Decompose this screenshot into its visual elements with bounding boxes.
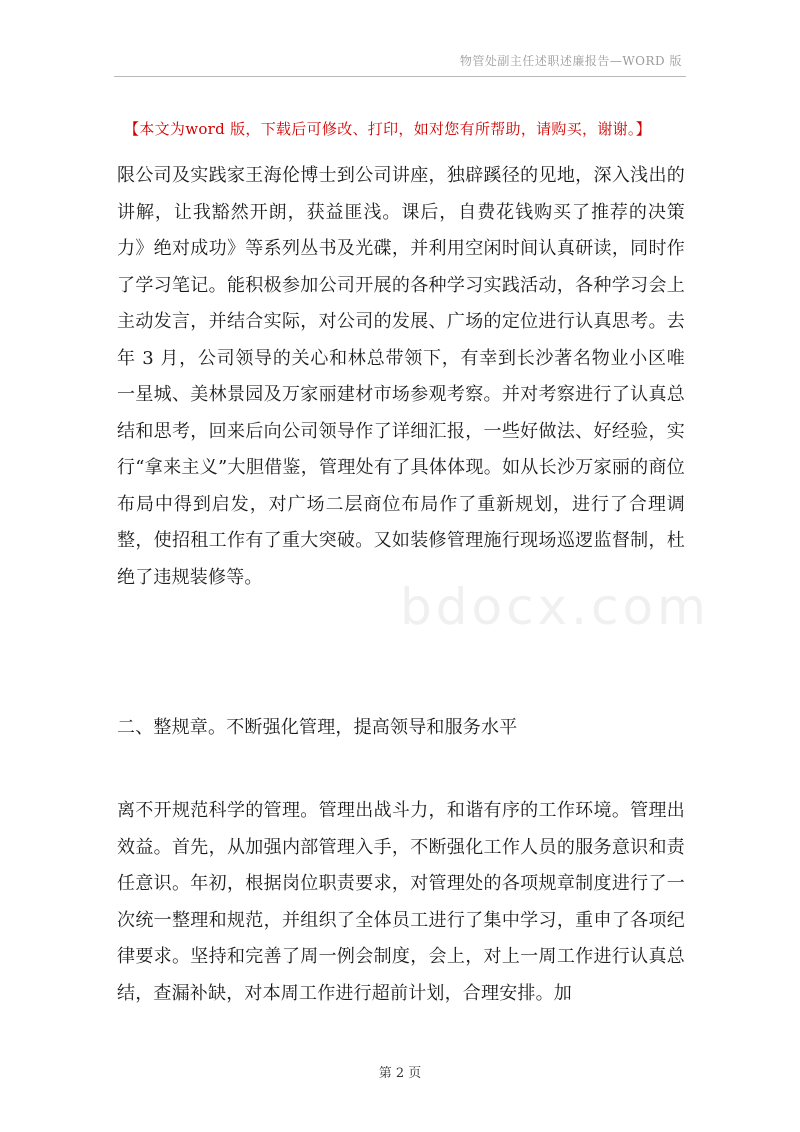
page-number: 第 2 页 [378, 1066, 422, 1081]
watermark: bdocx.com [400, 578, 710, 636]
document-header-title: 物管处副主任述职述廉报告—WORD 版 [459, 54, 682, 68]
body-paragraph-1: 限公司及实践家王海伦博士到公司讲座，独辟蹊径的见地，深入浅出的讲解，让我豁然开朗，获益匪浅。课后，自费花钱购买了推荐的决策力》绝对成功》等系列丛书及光碟，并利用空闲时间认真研读，同时作了学习笔记。能积极参加公司开展的各种学习实践活动，各种学习会上主动发言，并结合实际，对公司的发展、广场的定位进行认真思考。去年 3 月，公司领导的关心和林总带领下，有幸到长沙著名物业小区唯一星城、美林景园及万家丽建材市场参观考察。并对考察进行了认真总结和思考，回来后向公司领导作了详细汇报，一些好做法、好经验，实行“拿来主义”大胆借鉴，管理处有了具体体现。如从长沙万家丽的商位布局中得到启发，对广场二层商位布局作了重新规划，进行了合理调整，使招租工作有了重大突破。又如装修管理施行现场巡逻监督制，杜绝了违规装修等。 [117, 165, 685, 588]
body-paragraph-2: 离不开规范科学的管理。管理出战斗力，和谐有序的工作环境。管理出效益。首先，从加强内部管理入手，不断强化工作人员的服务意识和责任意识。年初，根据岗位职责要求，对管理处的各项规章制度进行了一次统一整理和规范，并组织了全体员工进行了集中学习，重申了各项纪律要求。坚持和完善了周一例会制度，会上，对上一周工作进行认真总结，查漏补缺，对本周工作进行超前计划，合理安排。加 [117, 800, 685, 1004]
section-heading: 二、整规章。不断强化管理，提高领导和服务水平 [117, 717, 518, 738]
header-divider [114, 76, 686, 77]
purchase-notice: 【本文为word 版，下载后可修改、打印，如对您有所帮助，请购买，谢谢。】 [124, 120, 652, 138]
